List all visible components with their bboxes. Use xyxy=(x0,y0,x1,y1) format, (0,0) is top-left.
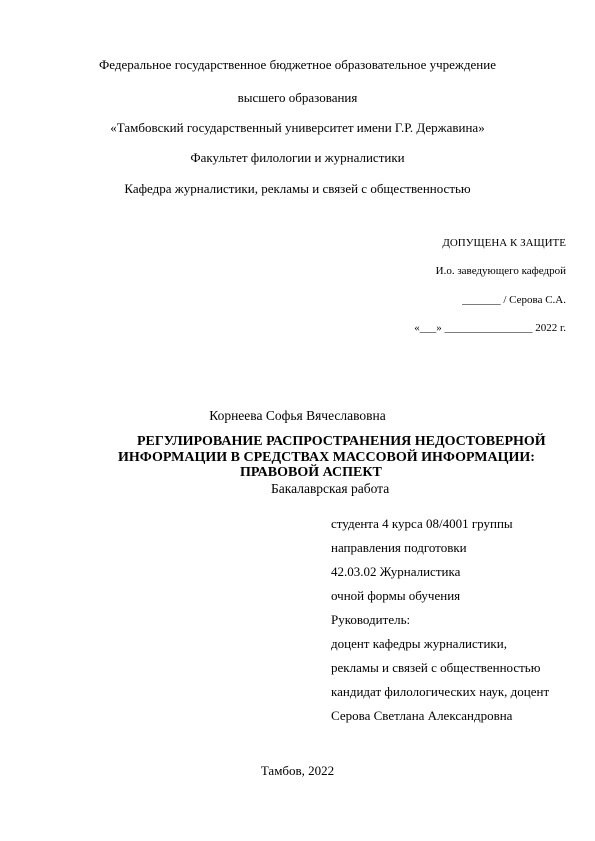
approval-signature-line: _______ / Серова С.А. xyxy=(462,294,566,306)
work-type: Бакалаврская работа xyxy=(271,481,390,496)
approval-status: ДОПУЩЕНА К ЗАЩИТЕ xyxy=(442,237,566,249)
thesis-title-line-3: ПРАВОВОЙ АСПЕКТ xyxy=(240,465,382,480)
supervisor-degree: кандидат филологических наук, доцент xyxy=(331,684,550,699)
approval-head-title: И.о. заведующего кафедрой xyxy=(435,265,566,277)
institution-type: Федеральное государственное бюджетное образовательное учреждение xyxy=(99,57,496,72)
approval-date-line: «___» ________________ 2022 г. xyxy=(414,322,566,334)
study-direction-code: 42.03.02 Журналистика xyxy=(331,564,461,579)
supervisor-name: Серова Светлана Александровна xyxy=(331,708,513,723)
department-name: Кафедра журналистики, рекламы и связей с общественностью xyxy=(124,181,471,196)
study-direction-label: направления подготовки xyxy=(331,540,467,555)
faculty-name: Факультет филологии и журналистики xyxy=(190,150,405,165)
university-name: «Тамбовский государственный университет имени Г.Р. Державина» xyxy=(110,120,485,135)
thesis-title-line-1: РЕГУЛИРОВАНИЕ РАСПРОСТРАНЕНИЯ НЕДОСТОВЕРНОЙ xyxy=(137,434,546,449)
supervisor-position-2: рекламы и связей с общественностью xyxy=(331,660,541,675)
supervisor-position-1: доцент кафедры журналистики, xyxy=(331,636,507,651)
city-year: Тамбов, 2022 xyxy=(260,763,335,778)
student-course-group: студента 4 курса 08/4001 группы xyxy=(331,516,513,531)
study-form: очной формы обучения xyxy=(331,588,461,603)
supervisor-label: Руководитель: xyxy=(331,612,411,627)
author-name: Корнеева Софья Вячеславовна xyxy=(209,408,386,423)
education-level: высшего образования xyxy=(237,90,358,105)
thesis-title-line-2: ИНФОРМАЦИИ В СРЕДСТВАХ МАССОВОЙ ИНФОРМАЦИИ: xyxy=(118,450,535,465)
